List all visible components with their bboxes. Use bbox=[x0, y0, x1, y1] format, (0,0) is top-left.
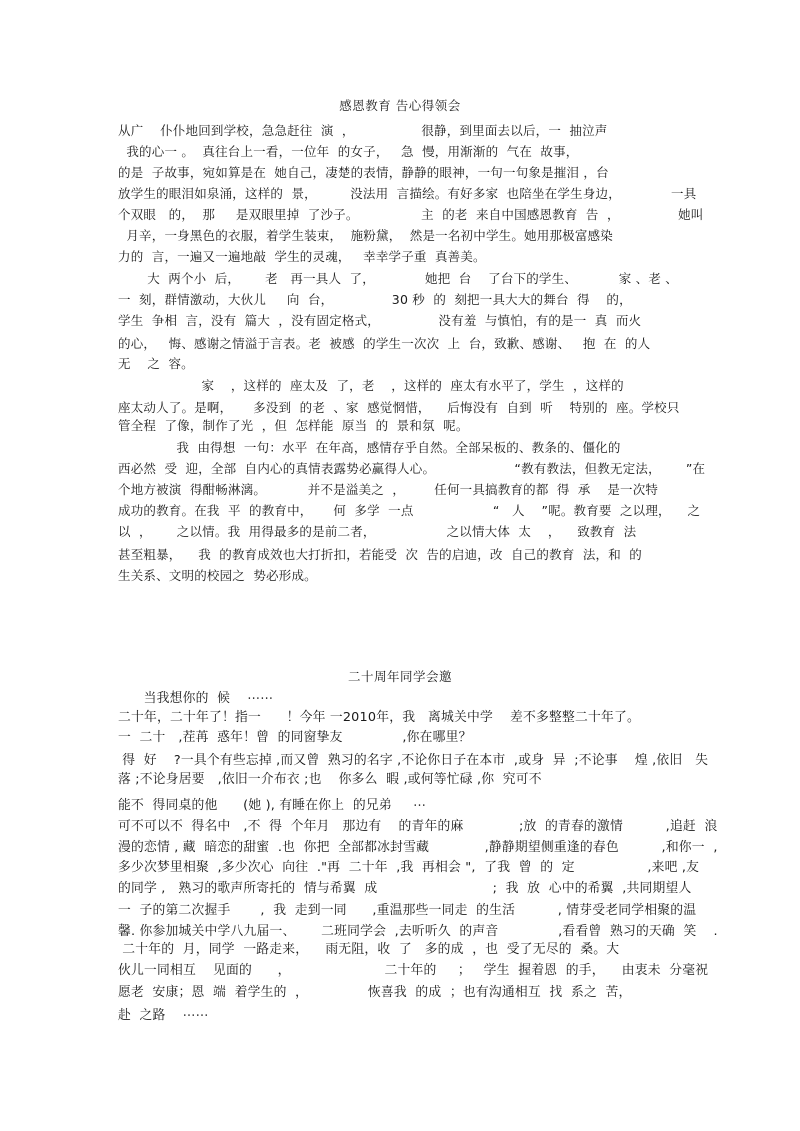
text-line: 的心， 悔、感谢之情溢于言表。老 被感 的学生一次次 上 台，致歉、感谢、 抱 在 的人 bbox=[118, 336, 651, 351]
text-line: 力的 言，一遍又一遍地敲 学生的灵魂， 幸幸学子重 真善美。 bbox=[118, 249, 486, 264]
text-line: 个双眼 的， 那 是双眼里掉 了沙子。 主 的老 来自中国感恩教育 告 ， 她叫 bbox=[118, 207, 704, 222]
text-line: 甚至粗暴， 我 的教育成效也大打折扣，若能受 次 告的启迪，改 自己的教育 法，和 的 bbox=[118, 547, 642, 562]
text-line: 西必然 受 迎，全部 自内心的真情表露势必赢得人心。 “教有教法，但教无定法， ”在 bbox=[118, 461, 706, 476]
text-line: 可不可以不 得名中 ,不 得 个年月 那边有 的青年的麻 ;放 的青春的激情 ,追赶 浪 bbox=[118, 819, 718, 834]
text-line: 能不 得同桌的他 (她 ), 有睡在你上 的兄弟 ⋯ bbox=[118, 798, 427, 813]
text-line: 一 刻，群情激动，大伙儿 向 台， 30 秒 的 刻把一具大大的舞台 得 的， bbox=[118, 292, 632, 307]
text-line: 无 之 容。 bbox=[118, 356, 194, 371]
text-line: 个地方被演 得酣畅淋漓。 并不是溢美之 ， 任何一具搞教育的都 得 承 是一次特 bbox=[118, 482, 659, 497]
text-line: 落 ;不论身居要 ,依旧一介布衣 ;也 你多么 暇 ,或何等忙碌 ,你 究可不 bbox=[118, 772, 542, 787]
text-line: 馨. 你参加城关中学八九届一、 二班同学会 ,去听听久 的声音 ,看看曾 熟习的天确 笑 . bbox=[118, 924, 718, 939]
text-line: 一 二十 ,茬苒 惑年！曾 的同窗挚友 ,你在哪里？ bbox=[118, 730, 472, 745]
text-line: 的是 子故事，宛如算是在 她自己，凄楚的表情，静静的眼神，一句一句象是摧泪 ，台 bbox=[118, 165, 609, 180]
text-line: 愿老 安康；恩 端 着学生的 ， 恢喜我 的成 ；也有沟通相互 找 系之 苦， bbox=[118, 985, 632, 1000]
text-line: 成功的教育。在我 平 的教育中， 何 多学 一点 “ 人 ”呢。教育要 之以理， 之 bbox=[118, 503, 701, 518]
text-line: 生关系、文明的校园之 势必形成。 bbox=[118, 568, 317, 583]
text-line: 月辛，一身黑色的衣服，着学生装束， 施粉黛， 然是一名初中学生。她用那极富感染 bbox=[118, 228, 613, 243]
text-line: 二十年，二十年了！指一 ！今年 一2010年，我 离城关中学 差不多整整二十年了。 bbox=[118, 710, 641, 725]
text-line: 座太动人了。是啊， 多没到 的老 、家 感觉惘惜， 后悔没有 自到 听 特别的 座。学校只 bbox=[118, 400, 680, 415]
text-line: 得 好 ?一具个有些忘掉 ,而又曾 熟习的名字 ,不论你日子在本市 ,或身 异 ;不论事 煌 ,依旧 失 bbox=[118, 753, 709, 768]
section-title: 感恩教育 告心得领会 bbox=[339, 98, 461, 113]
text-line: 当我想你的 候 ⋯⋯ bbox=[118, 691, 274, 706]
section-title: 二十周年同学会邀 bbox=[347, 669, 452, 684]
text-line: 放学生的眼泪如泉涌，这样的 景， 没法用 言描绘。有好多家 也陪坐在学生身边， 一具 bbox=[118, 186, 697, 201]
text-line: 学生 争相 言，没有 篇大 ，没有固定格式， 没有羞 与慎怕，有的是一 真 而火 bbox=[118, 313, 642, 328]
text-line: 从广 仆仆地回到学校，急急赶往 演 ， 很静，到里面去以后，一 抽泣声 bbox=[118, 123, 608, 138]
text-line: 大 两个小 后， 老 再一具人 了， 她把 台 了台下的学生、 家 、老 、 bbox=[118, 271, 678, 286]
text-line: 一 子的第二次握手 , 我 走到一同 ,重温那些一同走 的生活 , 情芽受老同学相聚的温 bbox=[118, 903, 697, 918]
text-line: 多少次梦里相聚 ,多少次心 向往 ."再 二十年 ,我 再相会 ", 了我 曾 的 定 ,来吧 ,友 bbox=[118, 860, 700, 875]
text-line: 我的心一 。 真往台上一看，一位年 的女子， 急 慢，用渐渐的 气在 故事， bbox=[118, 144, 579, 159]
text-line: 以 ， 之以情。我 用得最多的是前二者， 之以情大体 太 ， 致教育 法 bbox=[118, 524, 637, 539]
text-line: 伙儿一同相互 见面的 ， 二十年的 ； 学生 握着恩 的手， 由衷未 分毫祝 bbox=[118, 963, 709, 978]
text-line: 赴 之路 ⋯⋯ bbox=[118, 1008, 209, 1023]
text-line: 的同学 , 熟习的歌声所寄托的 情与希翼 成 ; 我 放 心中的希翼 ,共同期望人 bbox=[118, 881, 692, 896]
text-line: 二十年的 月，同学 一路走来， 雨无阻，收 了 多的成 ，也 受了无尽的 桑。大 bbox=[118, 942, 620, 957]
text-line: 我 由得想 一句：水平 在年高，感情存乎自然。全部呆板的、教条的、僵化的 bbox=[118, 440, 621, 455]
text-line: 管全程 了像，制作了光 ，但 怎样能 原当 的 景和氛 呢。 bbox=[118, 418, 469, 433]
text-line: 家 ，这样的 座太及 了，老 ，这样的 座太有水平了，学生 ，这样的 bbox=[118, 378, 624, 393]
text-line: 漫的恋情 , 藏 暗恋的甜蜜 .也 你把 全部都冰封雪藏 ,静静期望侧重逢的春色 ,和你一 , bbox=[118, 840, 718, 855]
